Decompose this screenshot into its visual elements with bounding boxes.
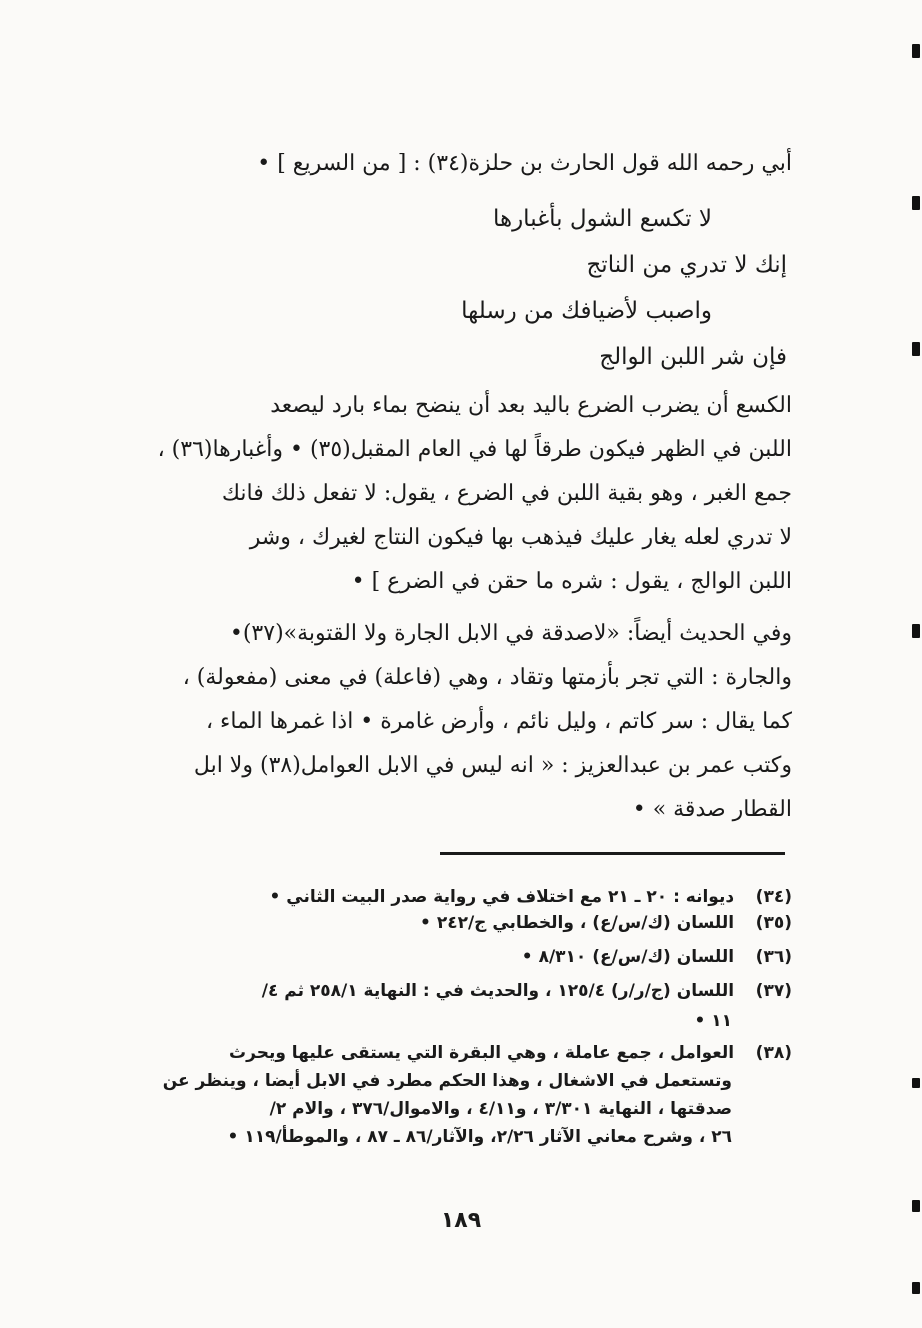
footnote-37 [112,978,792,1004]
edge-mark [912,1078,920,1088]
footnote-number: (٣٤) [755,887,792,907]
footnote-number: (٣٨) [755,1043,792,1063]
footnote-number: (٣٧) [755,981,792,1001]
paragraph2-line: والجارة : التي تجر بأزمتها وتقاد ، وهي (فاعلة) في معنى (مفعولة) ، [182,665,792,690]
page-number: ١٨٩ [440,1208,482,1233]
paragraph1-line: الكسع أن يضرب الضرع باليد بعد أن ينضح بماء بارد ليصعد [270,393,792,418]
paragraph2-line: القطار صدقة » • [632,797,792,822]
paragraph1-line: لا تدري لعله يغار عليك فيذهب بها فيكون النتاج لغيرك ، وشر [249,525,792,550]
footnote-38-continuation: وتستعمل في الاشغال ، وهذا الحكم مطرد في الابل أيضا ، وينظر عن [162,1071,732,1091]
paragraph1-line: اللبن الوالج ، يقول : شره ما حقن في الضرع ] • [351,569,792,594]
footnote-text: ديوانه : ٢٠ ـ ٢١ مع اختلاف في رواية صدر البيت الثاني • [269,887,735,907]
footnote-text: اللسان (ك/س/ع) ، والخطابي ج/٢٤٢ • [420,913,735,933]
footnote-36 [112,944,792,970]
verse-4: فإن شر اللبن الوالج [599,344,787,370]
footnote-text: اللسان (ج/ر/ر) ١٢٥/٤ ، والحديث في : النهاية ٢٥٨/١ ثم ٤/ [261,981,735,1001]
footnote-38-continuation: ٢٦ ، وشرح معاني الآثار ٢/٢٦، والآثار/٨٦ ـ ٨٧ ، والموطأ/١١٩ • [227,1127,732,1147]
paragraph2-line: كما يقال : سر كاتم ، وليل نائم ، وأرض غامرة • اذا غمرها الماء ، [205,709,792,734]
paragraph2-line: وكتب عمر بن عبدالعزيز : « انه ليس في الابل العوامل(٣٨) ولا ابل [193,753,792,778]
verse-1: لا تكسع الشول بأغبارها [492,206,712,232]
paragraph1-line: جمع الغبر ، وهو بقية اللبن في الضرع ، يقول: لا تفعل ذلك فانك [221,481,792,506]
edge-mark [912,624,920,638]
footnote-38-continuation: صدقتها ، النهاية ٣/٣٠١ ، و٤/١١ ، والاموال/٣٧٦ ، والام ٢/ [269,1099,732,1119]
edge-mark [912,342,920,356]
footnote-35 [112,910,792,936]
edge-mark [912,1282,920,1294]
footnote-text: العوامل ، جمع عاملة ، وهي البقرة التي يستقى عليها ويحرث [229,1043,735,1063]
footnote-separator [440,852,785,855]
edge-mark [912,44,920,58]
footnote-text: اللسان (ك/س/ع) ٨/٣١٠ • [521,947,735,967]
footnote-number: (٣٥) [755,913,792,933]
footnote-34 [112,884,792,910]
paragraph2-line: وفي الحديث أيضاً: «لاصدقة في الابل الجارة ولا القتوبة»(٣٧)• [229,621,792,646]
verse-2: إنك لا تدري من الناتج [586,252,787,278]
edge-mark [912,196,920,210]
footnote-38 [112,1040,792,1066]
verse-3: واصبب لأضيافك من رسلها [461,298,712,324]
footnote-37-continuation: ١١ • [694,1011,732,1031]
footnote-number: (٣٦) [755,947,792,967]
paragraph1-line: اللبن في الظهر فيكون طرقاً لها في العام المقبل(٣٥) • وأغبارها(٣٦) ، [157,437,792,462]
intro-line: أبي رحمه الله قول الحارث بن حلزة(٣٤) : [ من السريع ] • [257,151,792,176]
edge-mark [912,1200,920,1212]
